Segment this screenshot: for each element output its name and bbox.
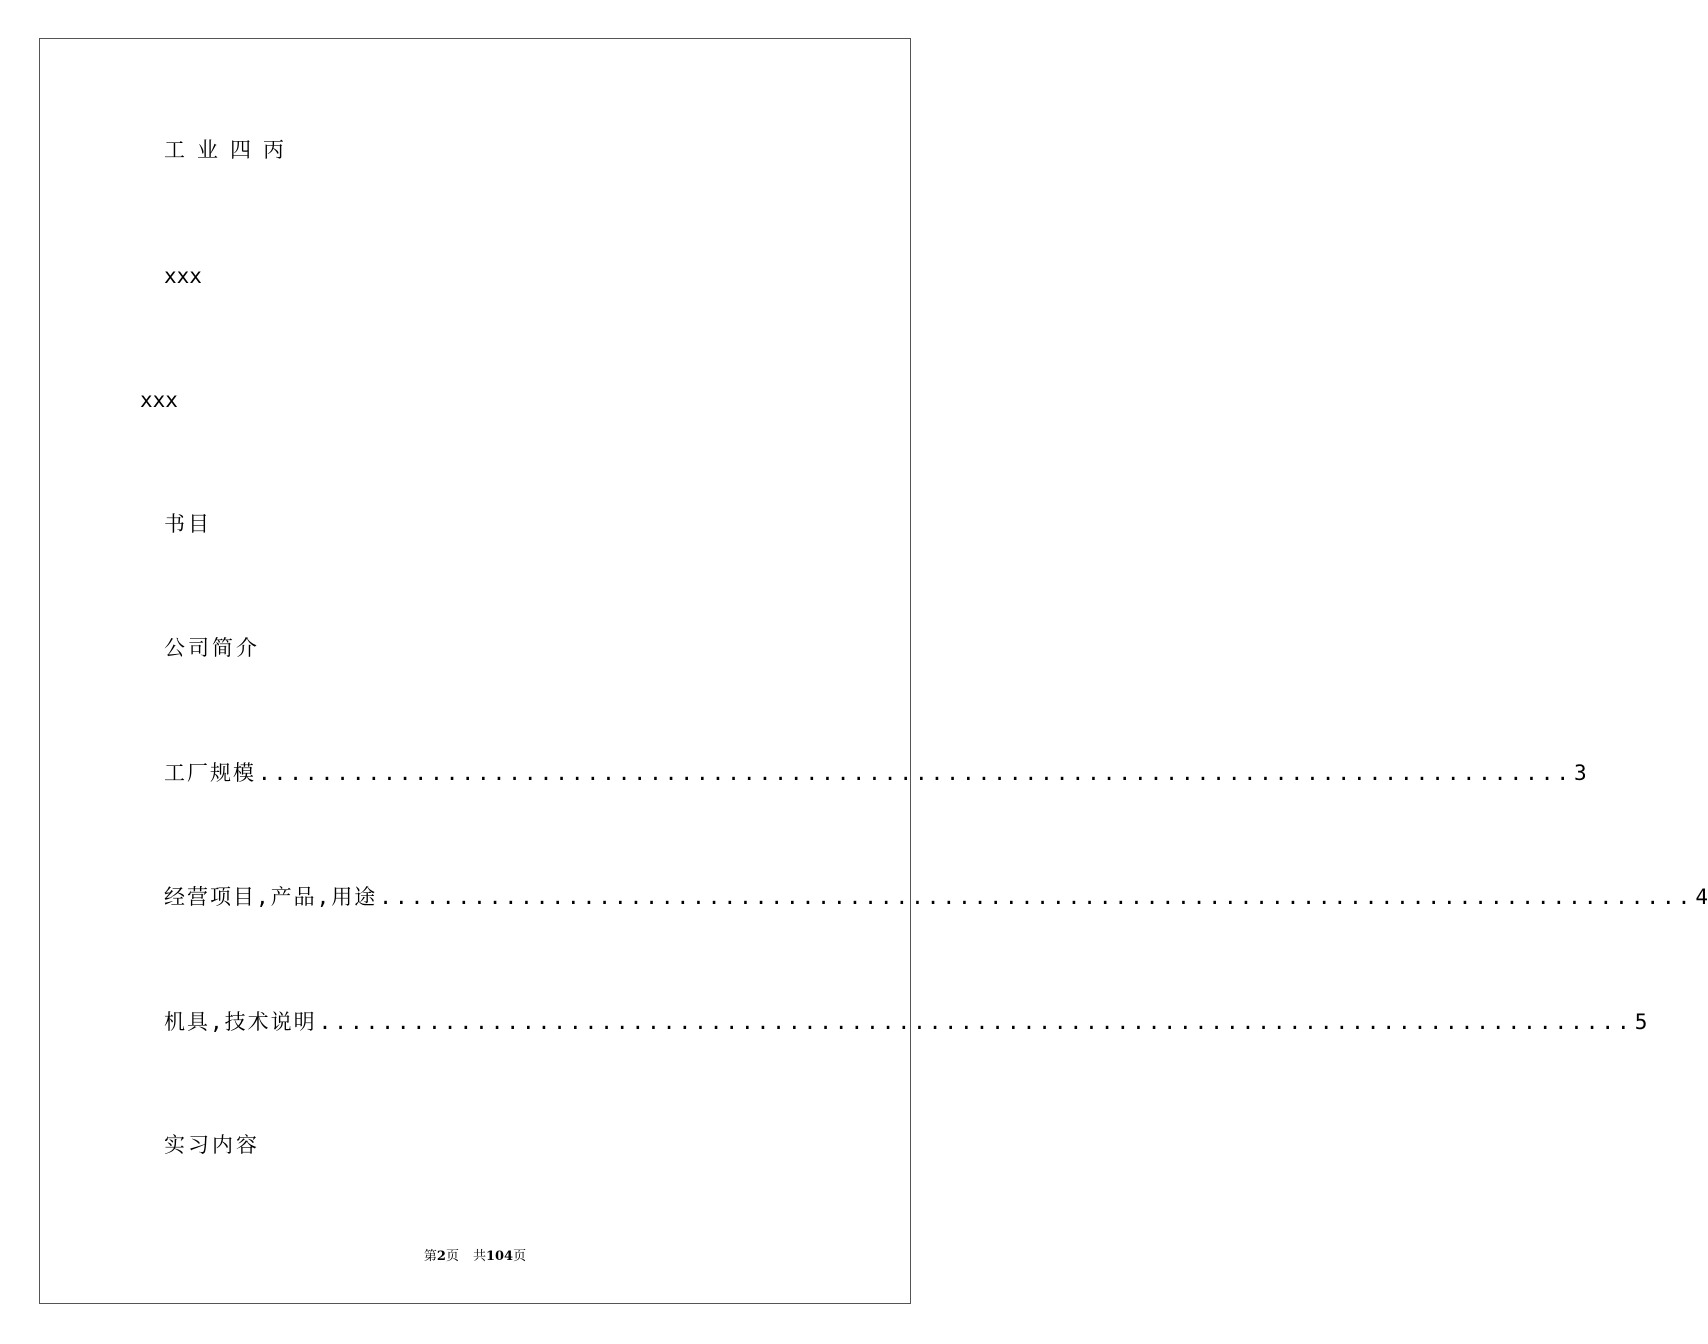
footer-total-pages: 104 (485, 1249, 514, 1264)
toc-entry-label: 工厂规模 (164, 761, 256, 785)
toc-entry-label: 经营项目,产品,用途 (164, 885, 378, 909)
page-border (39, 38, 911, 1304)
toc-entry-label: 机具,技术说明 (164, 1010, 317, 1034)
author-line: xxx (164, 264, 202, 288)
toc-entry[interactable] (164, 1010, 1648, 1034)
footer-current-page: 2 (436, 1249, 446, 1264)
toc-entry[interactable] (164, 885, 1708, 909)
toc-entry[interactable] (164, 761, 1587, 785)
class-line: xxx (140, 388, 178, 412)
toc-entry-page: 3 (1574, 761, 1587, 785)
toc-entry-page: 4 (1695, 885, 1708, 909)
section-practice-content: 实习内容 (164, 1133, 260, 1157)
footer-total-prefix: 共 (472, 1249, 486, 1264)
document-heading: 工业四丙 (164, 138, 296, 162)
page-footer (0, 1249, 950, 1265)
toc-dot-leader: .................................................................................... (258, 761, 1573, 785)
section-company-intro: 公司简介 (164, 636, 260, 660)
footer-page-suffix: 页 (445, 1249, 459, 1264)
toc-entry-page: 5 (1634, 1010, 1648, 1034)
toc-title: 书目 (164, 512, 212, 536)
toc-dot-leader: .................................................................................... (318, 1010, 1633, 1034)
footer-prefix: 第 (423, 1249, 437, 1264)
footer-total-suffix: 页 (513, 1249, 527, 1264)
toc-dot-leader: .................................................................................... (379, 885, 1694, 909)
